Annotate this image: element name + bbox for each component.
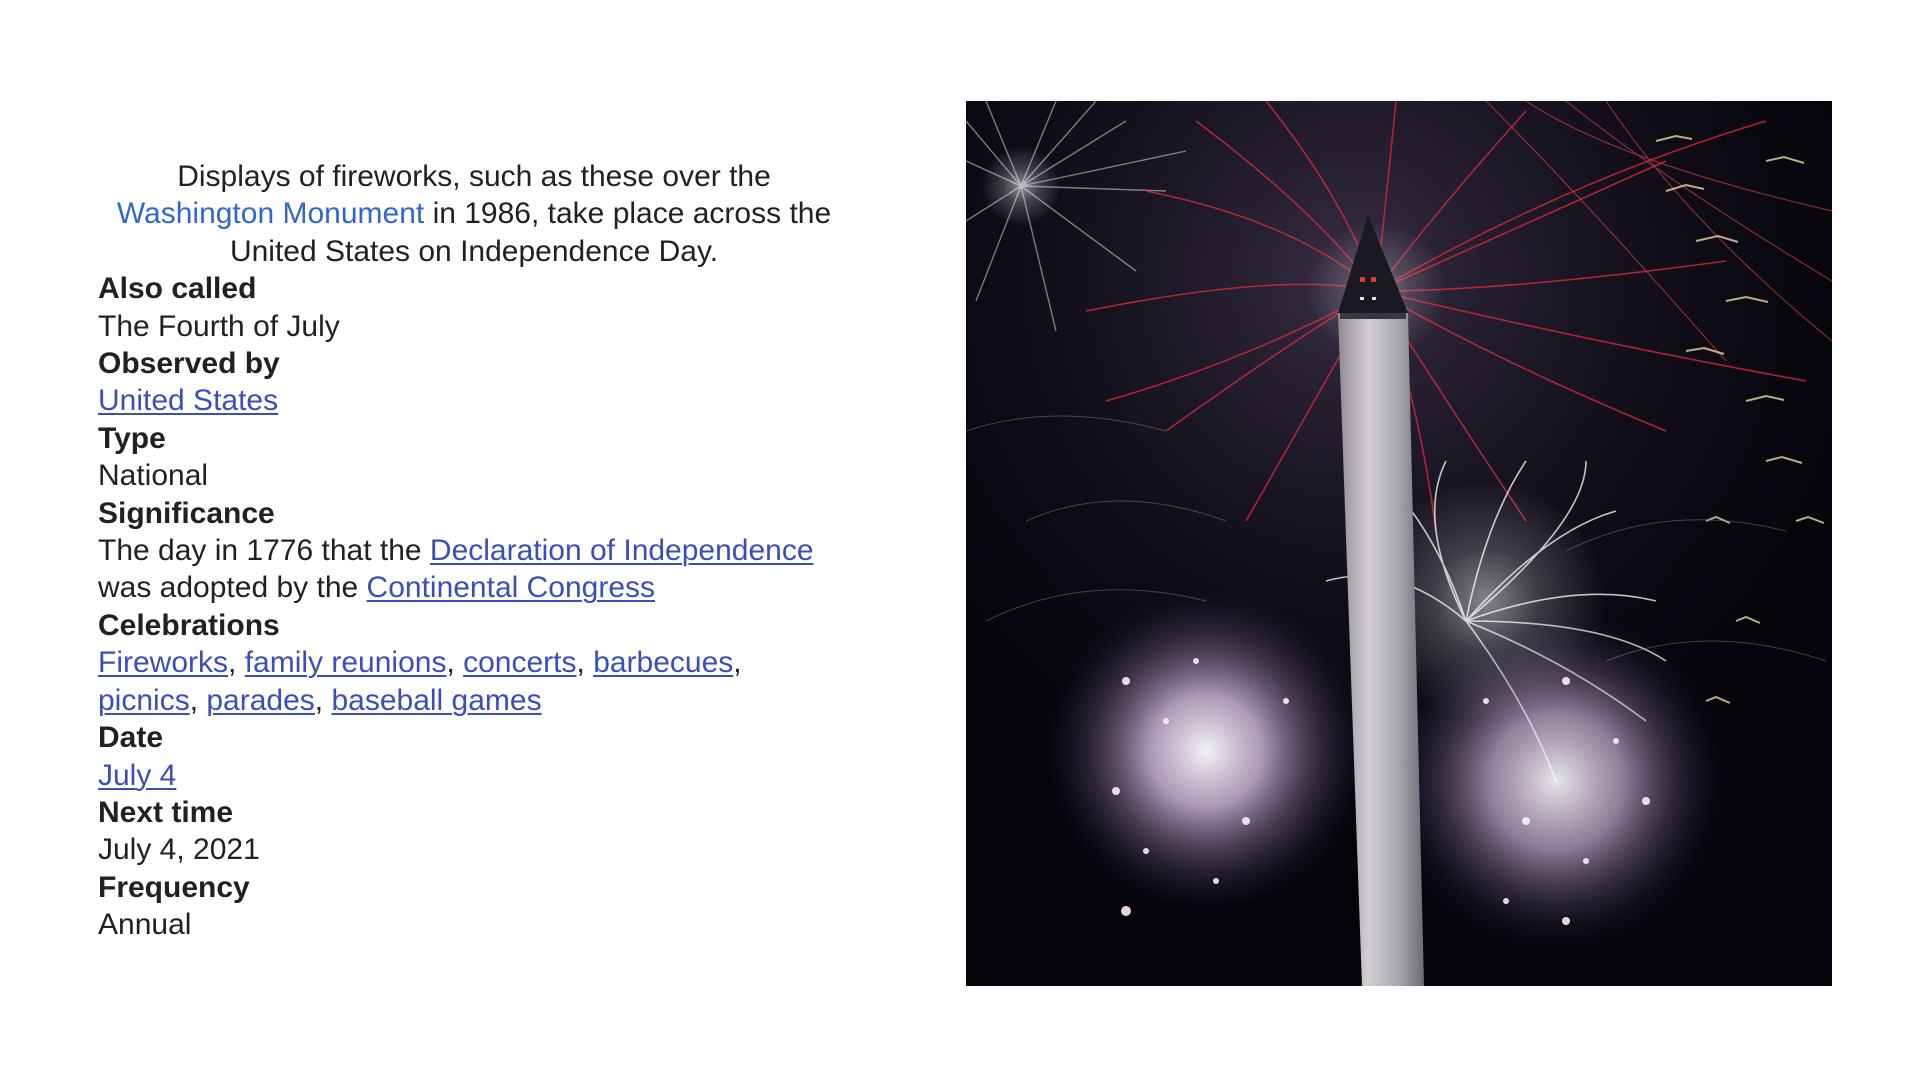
fireworks-over-monument-photo[interactable]	[966, 101, 1832, 986]
continental-congress-link[interactable]: Continental Congress	[366, 571, 656, 605]
type-label: Type	[98, 421, 166, 455]
declaration-of-independence-link[interactable]: Declaration of Independence	[429, 534, 814, 568]
celebration-link-parades[interactable]: parades	[206, 683, 315, 717]
united-states-link[interactable]: United States	[98, 384, 279, 418]
celebrations-value: Fireworks, family reunions, concerts, barbecues, picnics, parades, baseball games	[98, 646, 742, 717]
july-4-link[interactable]: July 4	[98, 758, 177, 792]
significance-text-2: was adopted by the	[98, 571, 359, 605]
also-called-value: The Fourth of July	[98, 309, 340, 343]
washington-monument-link[interactable]: Washington Monument	[116, 197, 425, 231]
caption-text-after: in 1986, take place across the United States on Independence Day.	[229, 197, 832, 268]
celebration-link-fireworks[interactable]: Fireworks	[98, 646, 229, 680]
celebration-link-family-reunions[interactable]: family reunions	[244, 646, 447, 680]
celebration-link-baseball-games[interactable]: baseball games	[331, 683, 542, 717]
fireworks-photo-illustration	[966, 101, 1832, 986]
frequency-value: Annual	[98, 908, 192, 942]
significance-label: Significance	[98, 496, 275, 530]
celebration-link-concerts[interactable]: concerts	[463, 646, 577, 680]
celebration-link-picnics[interactable]: picnics	[98, 683, 190, 717]
also-called-label: Also called	[98, 272, 257, 306]
holiday-infobox	[98, 158, 858, 944]
type-value: National	[98, 459, 209, 493]
frequency-label: Frequency	[98, 870, 250, 904]
observed-by-label: Observed by	[98, 347, 280, 381]
celebrations-label: Celebrations	[98, 608, 280, 642]
date-label: Date	[98, 721, 164, 755]
observed-by-value	[98, 382, 858, 419]
caption-text-before: Displays of fireworks, such as these over the	[177, 160, 771, 193]
next-time-label: Next time	[98, 795, 234, 829]
significance-text-1: The day in 1776 that the	[98, 534, 422, 568]
significance-value	[98, 532, 858, 607]
image-caption	[98, 158, 850, 270]
date-value	[98, 757, 858, 794]
next-time-value: July 4, 2021	[98, 833, 260, 867]
celebration-link-barbecues[interactable]: barbecues	[593, 646, 734, 680]
